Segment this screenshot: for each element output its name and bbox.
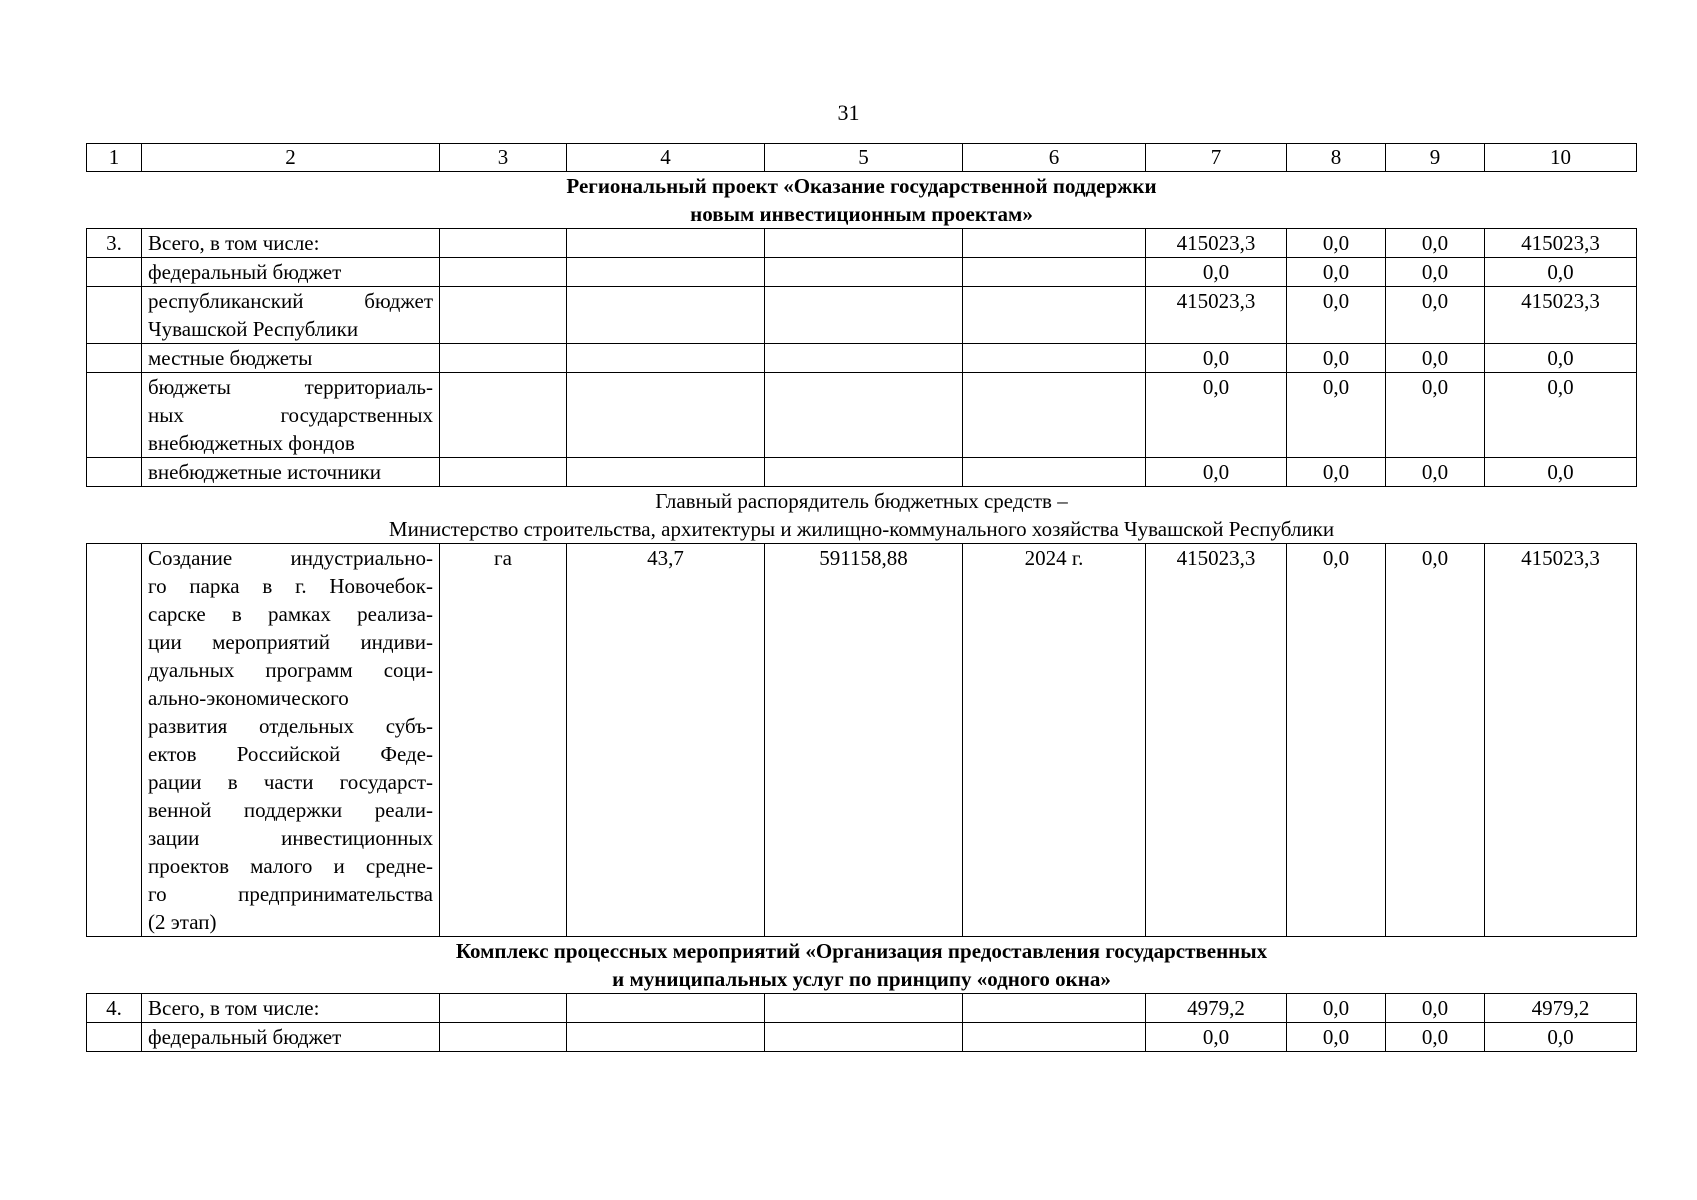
cell-c8: 0,0 <box>1287 373 1386 458</box>
row-label <box>142 287 440 344</box>
row-label-line: Чувашской Республики <box>148 317 359 341</box>
project-line: ции мероприятий индиви- <box>148 630 433 654</box>
cell-cost: 591158,88 <box>765 544 963 937</box>
cell-c9: 0,0 <box>1386 994 1485 1023</box>
project-line: сарске в рамках реализа- <box>148 602 433 626</box>
section-title-line: и муниципальных услуг по принципу «одного окна» <box>612 967 1111 991</box>
table-row <box>87 458 1637 487</box>
cell-c9: 0,0 <box>1386 229 1485 258</box>
cell-c10: 415023,3 <box>1485 229 1637 258</box>
table-row <box>87 994 1637 1023</box>
row-label: внебюджетные источники <box>142 458 440 487</box>
section-title <box>87 172 1637 229</box>
column-number: 5 <box>765 144 963 172</box>
row-label <box>142 373 440 458</box>
cell-c10: 0,0 <box>1485 373 1637 458</box>
project-line: венной поддержки реали- <box>148 798 433 822</box>
cell-c9: 0,0 <box>1386 544 1485 937</box>
cell-c7: 0,0 <box>1146 1023 1287 1052</box>
section-title <box>87 487 1637 544</box>
cell-c7: 4979,2 <box>1146 994 1287 1023</box>
table-row <box>87 229 1637 258</box>
project-line: (2 этап) <box>148 910 217 934</box>
budget-table <box>86 143 1637 1052</box>
cell-c8: 0,0 <box>1287 258 1386 287</box>
section-title-line: новым инвестиционным проектам» <box>690 202 1033 226</box>
row-number: 4. <box>87 994 142 1023</box>
cell-c10: 415023,3 <box>1485 544 1637 937</box>
cell-c10: 0,0 <box>1485 1023 1637 1052</box>
cell-c10: 415023,3 <box>1485 287 1637 344</box>
row-number: 3. <box>87 229 142 258</box>
column-number: 1 <box>87 144 142 172</box>
row-label: местные бюджеты <box>142 344 440 373</box>
cell-c7: 0,0 <box>1146 344 1287 373</box>
project-line: зации инвестиционных <box>148 826 433 850</box>
column-number: 7 <box>1146 144 1287 172</box>
column-number: 3 <box>440 144 567 172</box>
project-description <box>142 544 440 937</box>
cell-quantity: 43,7 <box>567 544 765 937</box>
cell-c10: 0,0 <box>1485 458 1637 487</box>
cell-c7: 415023,3 <box>1146 229 1287 258</box>
section-title-line: Министерство строительства, архитектуры и жилищно-коммунального хозяйства Чувашской Республики <box>388 517 1335 541</box>
row-label: федеральный бюджет <box>142 1023 440 1052</box>
cell-c9: 0,0 <box>1386 458 1485 487</box>
table-row <box>87 344 1637 373</box>
table-row <box>87 544 1637 937</box>
table-row <box>87 1023 1637 1052</box>
column-number: 8 <box>1287 144 1386 172</box>
cell-unit: га <box>440 544 567 937</box>
project-line: го предпринимательства <box>148 882 433 906</box>
row-label-line: бюджеты территориаль- <box>148 375 433 399</box>
cell-c8: 0,0 <box>1287 458 1386 487</box>
column-number: 6 <box>963 144 1146 172</box>
cell-c8: 0,0 <box>1287 229 1386 258</box>
cell-c7: 0,0 <box>1146 373 1287 458</box>
cell-c8: 0,0 <box>1287 287 1386 344</box>
column-number: 9 <box>1386 144 1485 172</box>
project-line: рации в части государст- <box>148 770 433 794</box>
section-title-line: Главный распорядитель бюджетных средств – <box>655 489 1068 513</box>
section-title-line: Комплекс процессных мероприятий «Организация предоставления государственных <box>455 939 1268 963</box>
project-line: ектов Российской Феде- <box>148 742 433 766</box>
cell-c7: 415023,3 <box>1146 544 1287 937</box>
table-row <box>87 287 1637 344</box>
section-title-row <box>87 172 1637 229</box>
cell-c7: 415023,3 <box>1146 287 1287 344</box>
section-title-row <box>87 487 1637 544</box>
column-number: 10 <box>1485 144 1637 172</box>
cell-year: 2024 г. <box>963 544 1146 937</box>
row-label-line: внебюджетных фондов <box>148 431 355 455</box>
cell-c10: 0,0 <box>1485 258 1637 287</box>
row-label: Всего, в том числе: <box>142 994 440 1023</box>
cell-c8: 0,0 <box>1287 1023 1386 1052</box>
column-number-row <box>87 144 1637 172</box>
column-number: 4 <box>567 144 765 172</box>
cell-c9: 0,0 <box>1386 344 1485 373</box>
section-title-row <box>87 937 1637 994</box>
project-line: ально-экономического <box>148 686 349 710</box>
cell-c10: 0,0 <box>1485 344 1637 373</box>
cell-c9: 0,0 <box>1386 258 1485 287</box>
cell-c7: 0,0 <box>1146 258 1287 287</box>
cell-c10: 4979,2 <box>1485 994 1637 1023</box>
cell-c9: 0,0 <box>1386 373 1485 458</box>
row-label: федеральный бюджет <box>142 258 440 287</box>
page-number: 31 <box>837 100 860 125</box>
table-row <box>87 373 1637 458</box>
row-label-line: ных государственных <box>148 403 433 427</box>
cell-c9: 0,0 <box>1386 287 1485 344</box>
project-line: проектов малого и средне- <box>148 854 433 878</box>
project-line: го парка в г. Новочебок- <box>148 574 433 598</box>
table-row <box>87 258 1637 287</box>
section-title <box>87 937 1637 994</box>
cell-c9: 0,0 <box>1386 1023 1485 1052</box>
cell-c8: 0,0 <box>1287 994 1386 1023</box>
cell-c7: 0,0 <box>1146 458 1287 487</box>
cell-c8: 0,0 <box>1287 544 1386 937</box>
row-label-line: республиканский бюджет <box>148 289 433 313</box>
cell-c8: 0,0 <box>1287 344 1386 373</box>
section-title-line: Региональный проект «Оказание государственной поддержки <box>566 174 1157 198</box>
column-number: 2 <box>142 144 440 172</box>
project-line: развития отдельных субъ- <box>148 714 433 738</box>
row-label: Всего, в том числе: <box>142 229 440 258</box>
project-line: дуальных программ соци- <box>148 658 433 682</box>
project-line: Создание индустриально- <box>148 546 433 570</box>
